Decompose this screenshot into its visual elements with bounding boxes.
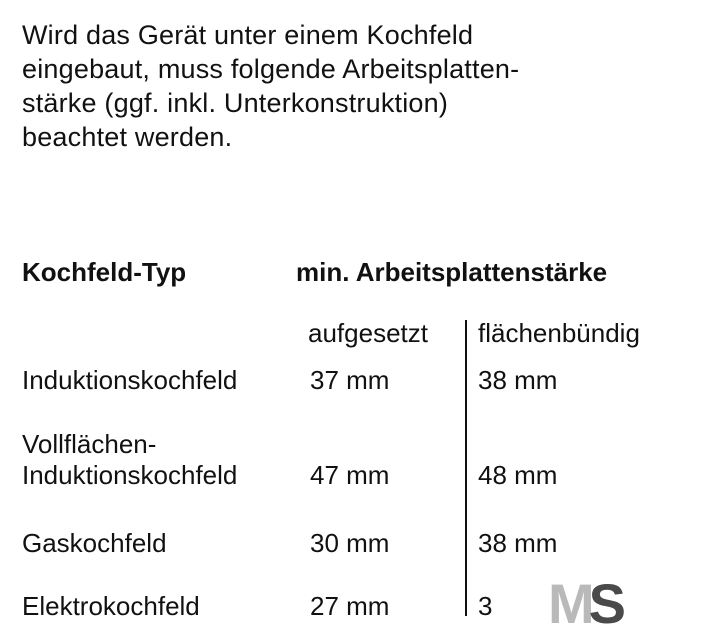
watermark-letter-s: S [588,572,621,635]
subheader-surface-mounted: aufgesetzt [308,318,428,348]
row-value-surface: 37 mm [310,365,390,395]
header-min-thickness: min. Arbeitsplattenstärke [296,257,608,287]
row-value-flush: 38 mm [478,528,558,558]
intro-line: stärke (ggf. inkl. Unterkonstruktion) [22,88,449,118]
subheader-flush-mounted: flächenbündig [478,318,640,348]
intro-line: eingebaut, muss folgende Arbeitsplatten- [22,54,520,84]
row-value-surface: 47 mm [310,460,390,490]
intro-line: beachtet werden. [22,122,233,152]
row-value-surface: 30 mm [310,528,390,558]
row-value-flush: 3 [478,591,493,621]
ms-watermark-logo [548,574,620,634]
row-name: Gaskochfeld [22,528,167,558]
intro-line: Wird das Gerät unter einem Kochfeld [22,20,474,50]
watermark-letter-m: M [548,572,589,635]
row-value-surface: 27 mm [310,591,390,621]
row-name: Elektrokochfeld [22,591,200,621]
column-divider [465,320,467,616]
row-value-flush: 38 mm [478,365,558,395]
row-value-flush: 48 mm [478,460,558,490]
row-name: Vollflächen- [22,429,157,459]
row-name: Induktionskochfeld [22,365,238,395]
header-cooktop-type: Kochfeld-Typ [22,257,187,287]
row-name: Induktionskochfeld [22,460,238,490]
intro-paragraph [22,18,662,154]
